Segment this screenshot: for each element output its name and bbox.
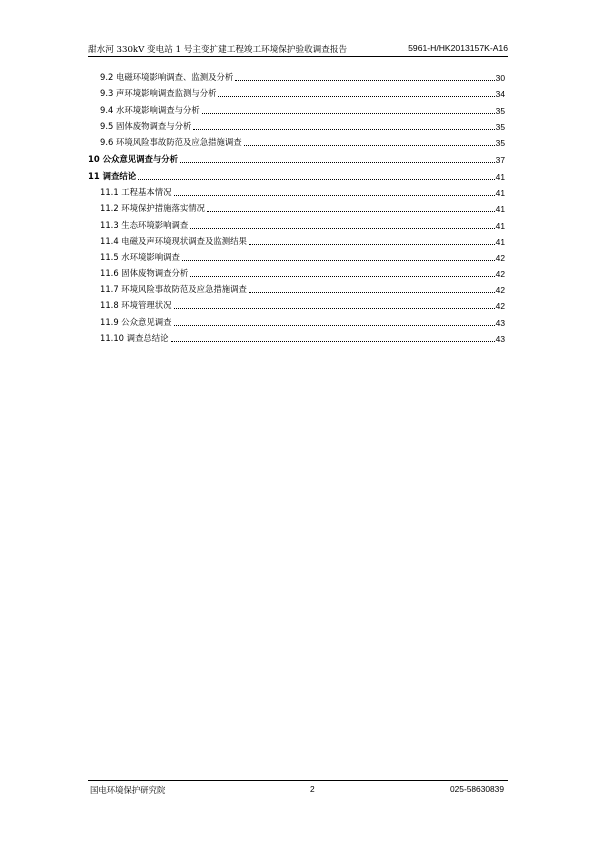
- toc-entry[interactable]: [88, 214, 505, 230]
- dot-leader: [193, 128, 494, 130]
- dot-leader: [180, 161, 495, 163]
- toc-entry-page: 42: [495, 252, 505, 263]
- toc-entry[interactable]: [88, 328, 505, 344]
- page-number: 2: [310, 784, 315, 794]
- toc-entry-page: 35: [495, 137, 505, 148]
- toc-entry[interactable]: [88, 67, 505, 83]
- dot-leader: [218, 95, 494, 97]
- toc-entry-page: 41: [495, 220, 505, 231]
- toc-entry-label: 9.4 水环境影响调查与分析: [100, 104, 200, 115]
- toc-entry-label: 11.7 环境风险事故防范及应急措施调查: [100, 284, 247, 295]
- table-of-contents: [88, 67, 505, 344]
- toc-entry-page: 41: [495, 236, 505, 247]
- toc-entry-label: 11.4 电磁及声环境现状调查及监测结果: [100, 235, 247, 246]
- phone-number: 025-58630839: [449, 784, 504, 794]
- dot-leader: [202, 112, 495, 114]
- toc-entry-page: 35: [495, 105, 505, 116]
- toc-entry-page: 42: [495, 285, 505, 296]
- page-footer: [88, 780, 508, 797]
- dot-leader: [182, 259, 495, 261]
- toc-entry-label: 9.6 环境风险事故防范及应急措施调查: [100, 136, 242, 147]
- toc-entry-label: 9.5 固体废物调查与分析: [100, 120, 192, 131]
- toc-entry[interactable]: [88, 83, 505, 99]
- toc-entry[interactable]: [88, 182, 505, 198]
- toc-entry[interactable]: [88, 231, 505, 247]
- dot-leader: [138, 178, 495, 180]
- dot-leader: [249, 243, 495, 245]
- toc-entry-page: 35: [495, 121, 505, 132]
- toc-entry-label: 11.10 调查总结论: [100, 332, 169, 343]
- toc-entry-page: 43: [495, 333, 505, 344]
- toc-entry-label: 11.1 工程基本情况: [100, 187, 172, 198]
- toc-entry-page: 30: [495, 73, 505, 84]
- dot-leader: [171, 340, 495, 342]
- toc-entry[interactable]: [88, 116, 505, 132]
- report-code: 5961-H/HK2013157K-A16: [408, 43, 508, 53]
- report-title: 甜水河 330kV 变电站 1 号主变扩建工程竣工环境保护验收调查报告: [88, 45, 348, 55]
- toc-entry-label: 11.3 生态环境影响调查: [100, 219, 189, 230]
- toc-entry-page: 42: [495, 269, 505, 280]
- toc-entry-label: 11.8 环境管理状况: [100, 300, 172, 311]
- dot-leader: [190, 227, 494, 229]
- organization-name: 国电环境保护研究院: [90, 785, 166, 795]
- toc-chapter-label: 10 公众意见调查与分析: [88, 153, 178, 164]
- toc-entry[interactable]: [88, 247, 505, 263]
- toc-entry[interactable]: [88, 295, 505, 311]
- toc-chapter-10[interactable]: [88, 148, 505, 165]
- dot-leader: [174, 307, 495, 309]
- toc-entry-label: 11.6 固体废物调查分析: [100, 268, 189, 279]
- toc-entry-label: 11.9 公众意见调查: [100, 316, 172, 327]
- dot-leader: [174, 324, 495, 326]
- toc-entry-page: 41: [495, 188, 505, 199]
- toc-chapter-page: 37: [495, 154, 505, 165]
- toc-entry[interactable]: [88, 99, 505, 115]
- toc-entry[interactable]: [88, 263, 505, 279]
- toc-entry-page: 34: [495, 89, 505, 100]
- page-header: [88, 40, 508, 57]
- dot-leader: [207, 210, 495, 212]
- toc-entry-page: 42: [495, 301, 505, 312]
- dot-leader: [244, 144, 495, 146]
- toc-entry-page: 43: [495, 317, 505, 328]
- toc-entry-page: 41: [495, 204, 505, 215]
- toc-chapter-label: 11 调查结论: [88, 170, 137, 181]
- toc-entry[interactable]: [88, 198, 505, 214]
- toc-entry[interactable]: [88, 132, 505, 148]
- toc-entry[interactable]: [88, 311, 505, 327]
- toc-chapter-11[interactable]: [88, 165, 505, 182]
- toc-entry-label: 9.2 电磁环境影响调查、监测及分析: [100, 72, 234, 83]
- dot-leader: [190, 275, 494, 277]
- toc-chapter-page: 41: [495, 171, 505, 182]
- dot-leader: [235, 79, 494, 81]
- dot-leader: [174, 194, 495, 196]
- toc-entry-label: 9.3 声环境影响调查监测与分析: [100, 88, 217, 99]
- toc-entry-label: 11.5 水环境影响调查: [100, 251, 180, 262]
- toc-entry-label: 11.2 环境保护措施落实情况: [100, 203, 206, 214]
- toc-entry[interactable]: [88, 279, 505, 295]
- dot-leader: [249, 291, 495, 293]
